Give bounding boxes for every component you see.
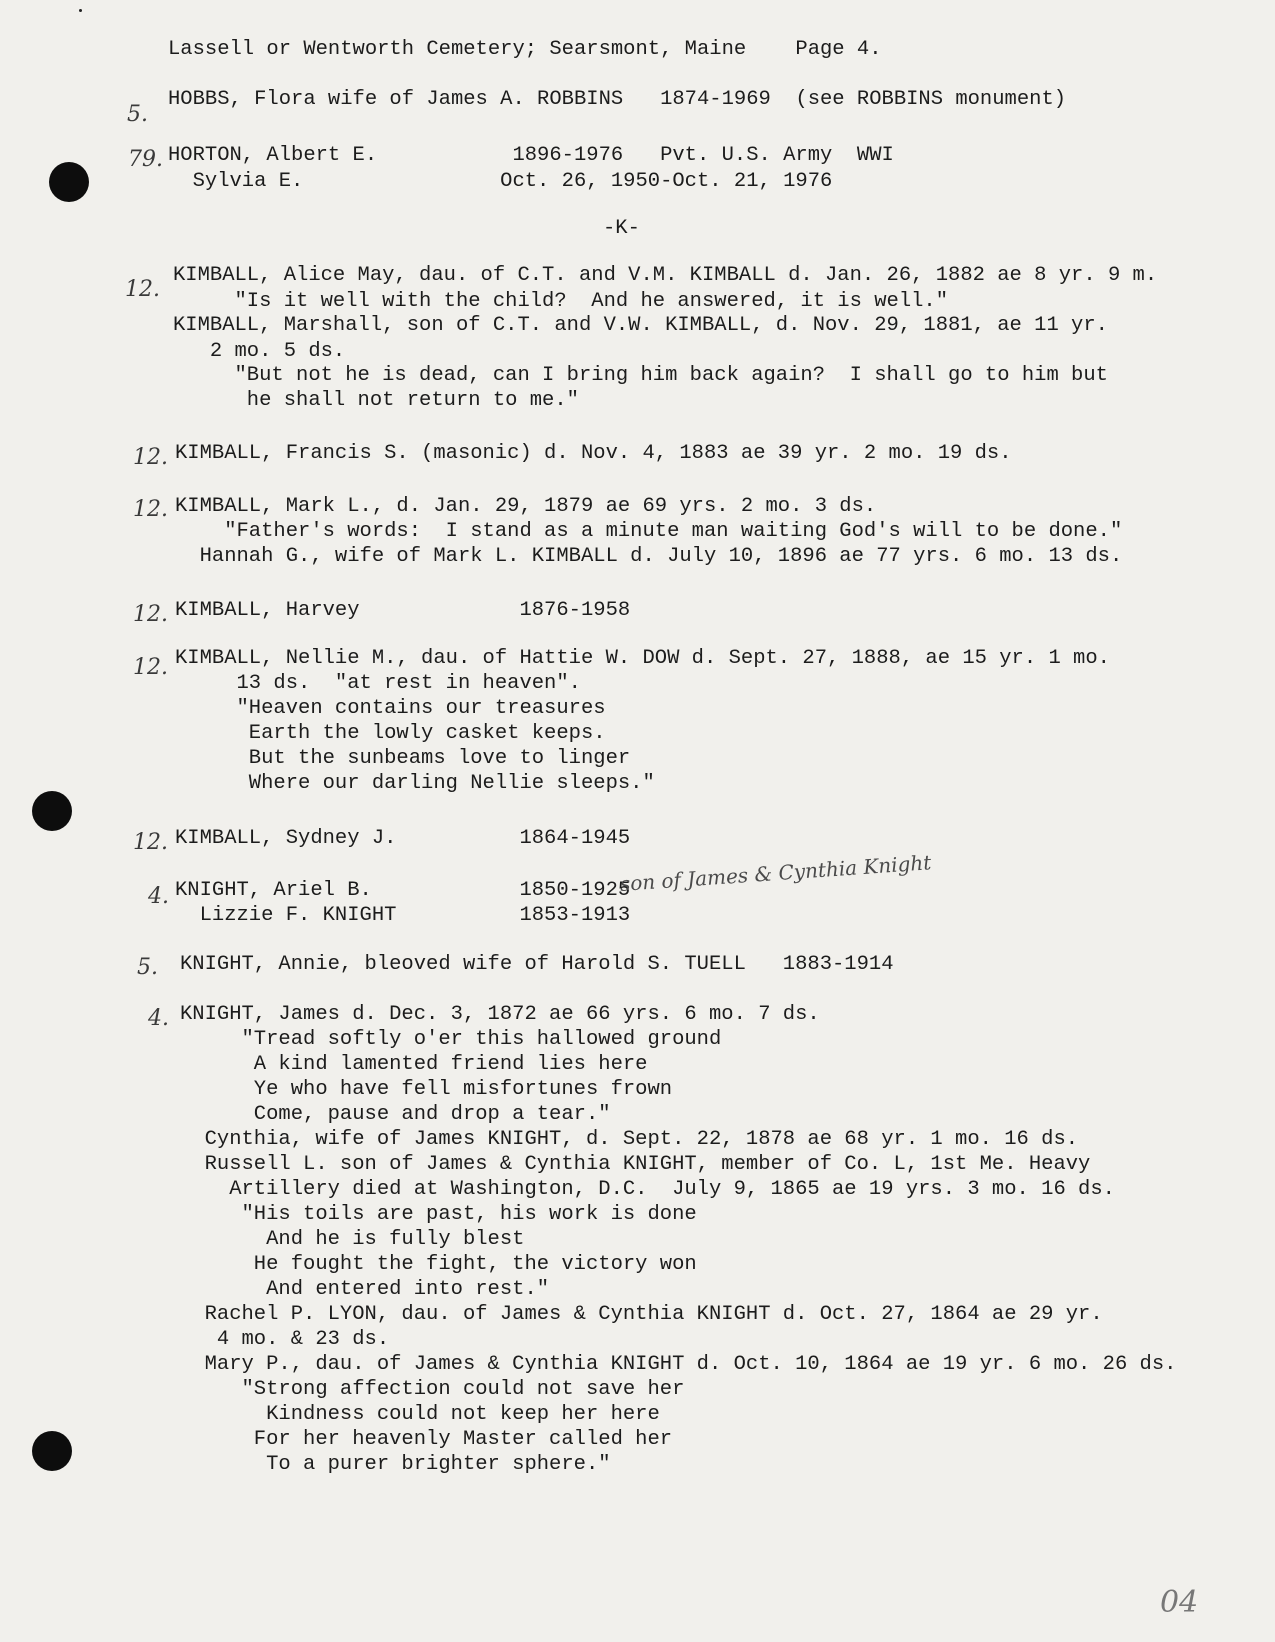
plot-number: 12. bbox=[133, 655, 168, 680]
entry-line: "Heaven contains our treasures bbox=[175, 697, 606, 720]
entry-line: KIMBALL, Francis S. (masonic) d. Nov. 4, 1883 ae 39 yr. 2 mo. 19 ds. bbox=[175, 442, 1012, 465]
entry-line: 4 mo. & 23 ds. bbox=[180, 1328, 390, 1351]
ink-speck bbox=[79, 9, 82, 12]
entry-line: Sylvia E. Oct. 26, 1950-Oct. 21, 1976 bbox=[168, 170, 833, 193]
plot-number: 12. bbox=[133, 497, 168, 522]
entry-line: Earth the lowly casket keeps. bbox=[175, 722, 606, 745]
plot-number: 5. bbox=[127, 102, 148, 127]
entry-line: KNIGHT, Ariel B. 1850-1925 bbox=[175, 879, 631, 902]
entry-line: Where our darling Nellie sleeps." bbox=[175, 772, 655, 795]
entry-line: KIMBALL, Marshall, son of C.T. and V.W. KIMBALL, d. Nov. 29, 1881, ae 11 yr. bbox=[173, 314, 1108, 337]
entry-line: But the sunbeams love to linger bbox=[175, 747, 631, 770]
entry-line: KIMBALL, Sydney J. 1864-1945 bbox=[175, 827, 631, 850]
plot-number: 12. bbox=[133, 445, 168, 470]
entry-line: "Strong affection could not save her bbox=[180, 1378, 685, 1401]
entry-line: KIMBALL, Mark L., d. Jan. 29, 1879 ae 69 yrs. 2 mo. 3 ds. bbox=[175, 495, 877, 518]
handwritten-page-number: 04 bbox=[1160, 1585, 1199, 1620]
plot-number: 5. bbox=[137, 955, 158, 980]
punch-hole-top bbox=[49, 162, 89, 202]
entry-line: "His toils are past, his work is done bbox=[180, 1203, 697, 1226]
punch-hole-bottom bbox=[32, 1431, 72, 1471]
entry-line: To a purer brighter sphere." bbox=[180, 1453, 611, 1476]
entry-line: HORTON, Albert E. 1896-1976 Pvt. U.S. Army WWI bbox=[168, 144, 894, 167]
plot-number: 4. bbox=[148, 884, 169, 909]
punch-hole-middle bbox=[32, 791, 72, 831]
entry-line: KIMBALL, Nellie M., dau. of Hattie W. DOW d. Sept. 27, 1888, ae 15 yr. 1 mo. bbox=[175, 647, 1110, 670]
entry-line: A kind lamented friend lies here bbox=[180, 1053, 648, 1076]
entry-line: HOBBS, Flora wife of James A. ROBBINS 1874-1969 (see ROBBINS monument) bbox=[168, 88, 1067, 111]
entry-line: KNIGHT, Annie, bleoved wife of Harold S. TUELL 1883-1914 bbox=[180, 953, 894, 976]
handwritten-annotation: son of James & Cynthia Knight bbox=[619, 850, 932, 896]
entry-line: "Is it well with the child? And he answered, it is well." bbox=[173, 290, 949, 313]
entry-line: Mary P., dau. of James & Cynthia KNIGHT d. Oct. 10, 1864 ae 19 yr. 6 mo. 26 ds. bbox=[180, 1353, 1177, 1376]
entry-line: Kindness could not keep her here bbox=[180, 1403, 660, 1426]
entry-line: For her heavenly Master called her bbox=[180, 1428, 673, 1451]
entry-line: "But not he is dead, can I bring him back again? I shall go to him but bbox=[173, 364, 1108, 387]
entry-line: 2 mo. 5 ds. bbox=[173, 340, 346, 363]
plot-number: 12. bbox=[133, 830, 168, 855]
entry-line: 13 ds. "at rest in heaven". bbox=[175, 672, 581, 695]
entry-line: Rachel P. LYON, dau. of James & Cynthia KNIGHT d. Oct. 27, 1864 ae 29 yr. bbox=[180, 1303, 1103, 1326]
plot-number: 4. bbox=[148, 1006, 169, 1031]
entry-line: KIMBALL, Alice May, dau. of C.T. and V.M. KIMBALL d. Jan. 26, 1882 ae 8 yr. 9 m. bbox=[173, 264, 1158, 287]
entry-line: And he is fully blest bbox=[180, 1228, 525, 1251]
plot-number: 12. bbox=[133, 602, 168, 627]
entry-line: Russell L. son of James & Cynthia KNIGHT, member of Co. L, 1st Me. Heavy bbox=[180, 1153, 1091, 1176]
section-heading: -K- bbox=[603, 217, 640, 240]
entry-line: Artillery died at Washington, D.C. July 9, 1865 ae 19 yrs. 3 mo. 16 ds. bbox=[180, 1178, 1115, 1201]
plot-number: 79. bbox=[128, 147, 163, 172]
entry-line: He fought the fight, the victory won bbox=[180, 1253, 697, 1276]
entry-line: Hannah G., wife of Mark L. KIMBALL d. July 10, 1896 ae 77 yrs. 6 mo. 13 ds. bbox=[175, 545, 1123, 568]
entry-line: Come, pause and drop a tear." bbox=[180, 1103, 611, 1126]
page-header: Lassell or Wentworth Cemetery; Searsmont, Maine Page 4. bbox=[168, 38, 882, 61]
entry-line: KNIGHT, James d. Dec. 3, 1872 ae 66 yrs. 6 mo. 7 ds. bbox=[180, 1003, 820, 1026]
entry-line: he shall not return to me." bbox=[173, 389, 579, 412]
entry-line: "Father's words: I stand as a minute man waiting God's will to be done." bbox=[175, 520, 1123, 543]
entry-line: "Tread softly o'er this hallowed ground bbox=[180, 1028, 722, 1051]
entry-line: Cynthia, wife of James KNIGHT, d. Sept. 22, 1878 ae 68 yr. 1 mo. 16 ds. bbox=[180, 1128, 1079, 1151]
entry-line: Lizzie F. KNIGHT 1853-1913 bbox=[175, 904, 631, 927]
entry-line: And entered into rest." bbox=[180, 1278, 550, 1301]
entry-line: Ye who have fell misfortunes frown bbox=[180, 1078, 673, 1101]
plot-number: 12. bbox=[125, 277, 160, 302]
entry-line: KIMBALL, Harvey 1876-1958 bbox=[175, 599, 631, 622]
